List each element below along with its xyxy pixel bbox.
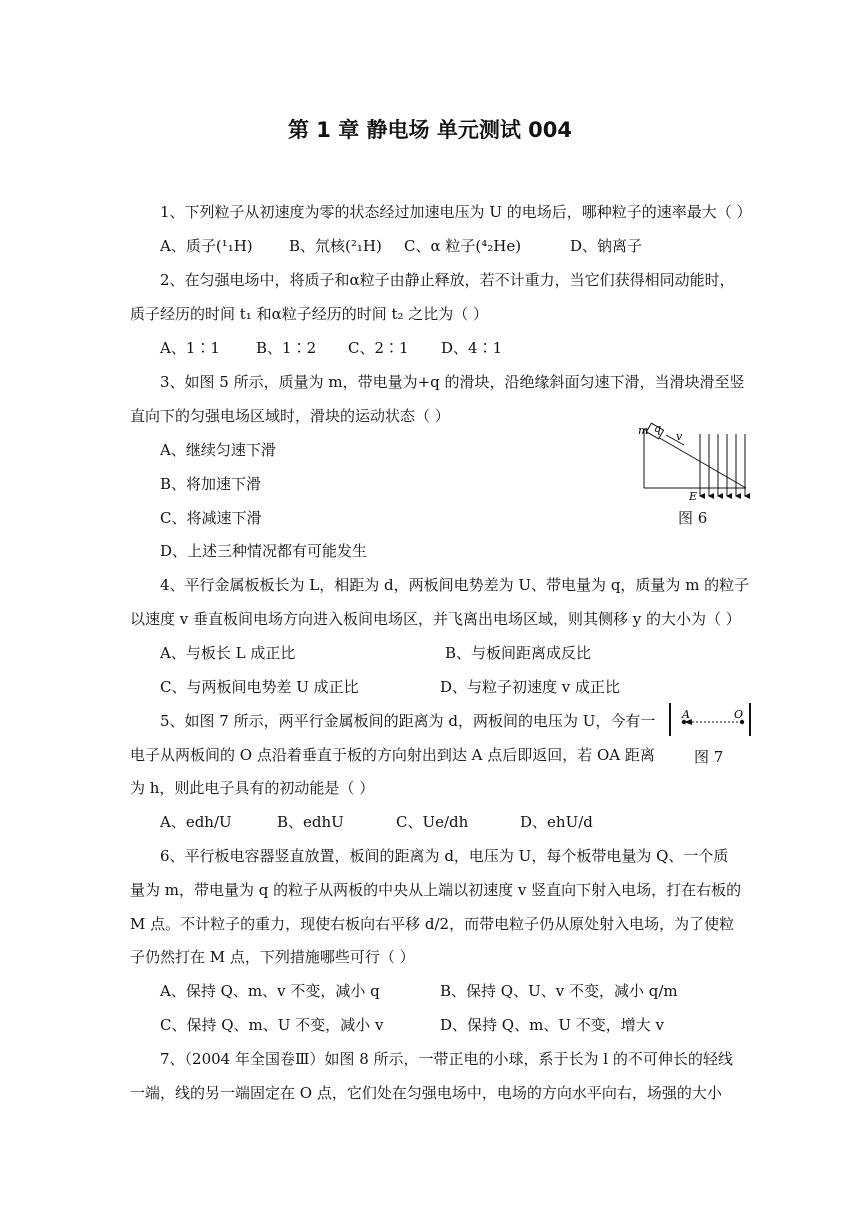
q6-text-line1: 6、平行板电容器竖直放置，板间的距离为 d，电压为 U，每个板带电量为 Q、一个质	[160, 847, 729, 865]
q5-option-d: D、ehU/d	[520, 813, 593, 831]
q6-option-b: B、保持 Q、U、v 不变，减小 q/m	[440, 982, 678, 1000]
q6-text-line4: 子仍然打在 M 点，下列措施哪些可行（ ）	[130, 948, 415, 966]
fig7-label-o: O	[734, 708, 744, 721]
q7-text-line2: 一端，线的另一端固定在 O 点，它们处在匀强电场中，电场的方向水平向右，场强的大小	[130, 1084, 722, 1102]
figure-7-plates-diagram	[662, 700, 757, 740]
q4-option-a: A、与板长 L 成正比	[160, 644, 296, 662]
q2-text-line1: 2、在匀强电场中，将质子和α粒子由静止释放，若不计重力，当它们获得相同动能时，	[160, 271, 735, 289]
q6-text-line2: 量为 m，带电量为 q 的粒子从两板的中央从上端以初速度 v 竖直向下射入电场，打在右板的	[130, 881, 742, 899]
q2-option-c: C、2∶1	[348, 339, 409, 357]
q6-text-line3: M 点。不计粒子的重力，现使右板向右平移 d/2，而带电粒子仍从原处射入电场，为了使粒	[130, 915, 735, 933]
q1-text: 1、下列粒子从初速度为零的状态经过加速电压为 U 的电场后，哪种粒子的速率最大（ ）	[160, 203, 752, 221]
figure-6-incline-diagram	[632, 418, 757, 503]
q5-option-b: B、edhU	[277, 813, 344, 831]
fig6-label-q: q	[654, 422, 662, 435]
fig6-label-m: m	[638, 424, 649, 437]
fig7-label-a: A	[682, 708, 690, 721]
q6-option-a: A、保持 Q、m、v 不变，减小 q	[160, 982, 380, 1000]
q2-option-b: B、1∶2	[256, 339, 317, 357]
q6-option-c: C、保持 Q、m、U 不变，减小 v	[160, 1016, 384, 1034]
q3-text-line1: 3、如图 5 所示，质量为 m，带电量为+q 的滑块，沿绝缘斜面匀速下滑，当滑块滑至竖	[160, 373, 745, 391]
q2-option-d: D、4∶1	[441, 339, 503, 357]
q6-option-d: D、保持 Q、m、U 不变，增大 v	[440, 1016, 664, 1034]
q3-option-a: A、继续匀速下滑	[160, 441, 276, 459]
figure-6-caption: 图 6	[678, 509, 708, 527]
q5-option-c: C、Ue/dh	[396, 813, 469, 831]
q3-option-b: B、将加速下滑	[160, 475, 262, 493]
fig6-label-e: E	[689, 490, 698, 503]
q1-option-c: C、α 粒子(⁴₂He)	[404, 237, 522, 255]
q5-text-line2: 电子从两板间的 O 点沿着垂直于板的方向射出到达 A 点后即返回，若 OA 距离	[130, 746, 655, 764]
q1-option-b: B、氘核(²₁H)	[289, 237, 382, 255]
q4-option-c: C、与两板间电势差 U 成正比	[160, 678, 359, 696]
q2-option-a: A、1∶1	[160, 339, 220, 357]
q5-text-line1: 5、如图 7 所示，两平行金属板间的距离为 d，两板间的电压为 U，今有一	[160, 712, 656, 730]
q2-text-line2: 质子经历的时间 t₁ 和α粒子经历的时间 t₂ 之比为（ ）	[130, 305, 489, 323]
figure-7-caption: 图 7	[694, 748, 724, 766]
q3-option-c: C、将减速下滑	[160, 509, 262, 527]
q4-text-line2: 以速度 v 垂直板间电场方向进入板间电场区，并飞离出电场区域，则其侧移 y 的大小为（ ）	[130, 610, 741, 628]
fig6-label-v: v	[676, 430, 683, 443]
q1-option-a: A、质子(¹₁H)	[160, 237, 253, 255]
q1-option-d: D、钠离子	[570, 237, 643, 255]
q3-option-d: D、上述三种情况都有可能发生	[160, 542, 368, 560]
q7-text-line1: 7、（2004 年全国卷Ⅲ）如图 8 所示，一带正电的小球，系于长为 l 的不可伸长的轻线	[160, 1050, 733, 1068]
page-title: 第 1 章 静电场 单元测试 004	[287, 118, 572, 142]
q5-text-line3: 为 h，则此电子具有的初动能是（ ）	[130, 779, 375, 797]
q4-option-b: B、与板间距离成反比	[445, 644, 592, 662]
q5-option-a: A、edh/U	[160, 813, 232, 831]
q4-option-d: D、与粒子初速度 v 成正比	[440, 678, 621, 696]
q3-text-line2: 直向下的匀强电场区域时，滑块的运动状态（ ）	[130, 407, 450, 425]
q4-text-line1: 4、平行金属板板长为 L，相距为 d，两板间电势差为 U、带电量为 q，质量为 m 的粒子	[160, 576, 750, 594]
